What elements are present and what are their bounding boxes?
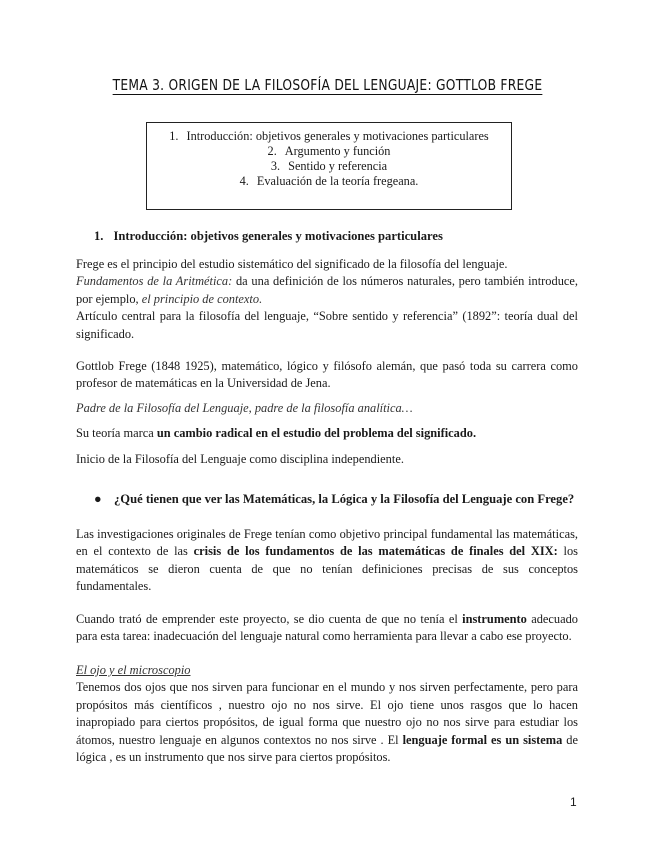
page-title: TEMA 3. ORIGEN DE LA FILOSOFÍA DEL LENGUAJE: GOTTLOB FREGE <box>112 76 543 94</box>
toc-item: 1. Introducción: objetivos generales y motivaciones particulares <box>169 129 489 143</box>
start-paragraph: Inicio de la Filosofía del Lenguaje como disciplina independiente. <box>76 452 404 466</box>
theory-paragraph: Su teoría marca un cambio radical en el estudio del problema del significado. <box>76 426 477 440</box>
book-title: Fundamentos de la Aritmética: <box>76 274 233 289</box>
bullet-icon: ● <box>94 492 102 506</box>
toc-item: 4. Evaluación de la teoría fregeana. <box>239 174 419 188</box>
page-number: 1 <box>570 795 577 809</box>
intro-paragraph: Frege es el principio del estudio sistemático del significado de la filosofía del lenguaje. Fundamentos de la Aritmética: da una definición de los números naturales, pero también introduce, por ejemplo, el principio de contexto. Artículo central para la filosofía del lenguaje, “Sobre sentido y referencia” (1892”: teoría dual del significado. <box>76 257 578 341</box>
section-heading: 1. Introducción: objetivos generales y motivaciones particulares <box>94 229 443 243</box>
biography-paragraph: Gottlob Frege (1848 1925), matemático, lógico y filósofo alemán, que pasó toda su carrera como profesor de matemáticas en la Universidad de Jena. <box>76 359 578 391</box>
bullet-question: ● ¿Qué tienen que ver las Matemáticas, la Lógica y la Filosofía del Lenguaje con Frege? <box>94 491 578 508</box>
instrument-paragraph: Cuando trató de emprender este proyecto, se dio cuenta de que no tenía el instrumento adecuado para esta tarea: inadecuación del lenguaje natural como herramienta para llevar a cabo ese proyecto. <box>76 612 578 644</box>
investigations-paragraph: Las investigaciones originales de Frege tenían como objetivo principal fundamental las matemáticas, en el contexto de las crisis de los fundamentos de las matemáticas de finales del XIX: los matemáticos se dieron cuenta de que no tenían definiciones precisas de sus conceptos fundamentales. <box>76 527 579 594</box>
subsection-title: El ojo y el microscopio <box>76 663 191 677</box>
table-of-contents <box>146 122 512 210</box>
father-paragraph: Padre de la Filosofía del Lenguaje, padre de la filosofía analítica… <box>76 401 413 415</box>
toc-item: 2. Argumento y función <box>267 144 391 158</box>
toc-item: 3. Sentido y referencia <box>270 159 388 173</box>
eye-microscope-paragraph: El ojo y el microscopio Tenemos dos ojos que nos sirven para funcionar en el mundo y nos sirven perfectamente, pero para propósitos más científicos , nuestro ojo no nos sirve. El ojo tiene unos rasgos que lo hacen inapropiado para ciertos propósitos, de igual forma que nuestro ojo no nos sirve para estudiar los átomos, nuestro lenguaje en algunos contextos no nos sirve . El lenguaje formal es un sistema de lógica , es un instrumento que nos sirve para ciertos propósitos. <box>76 663 578 765</box>
